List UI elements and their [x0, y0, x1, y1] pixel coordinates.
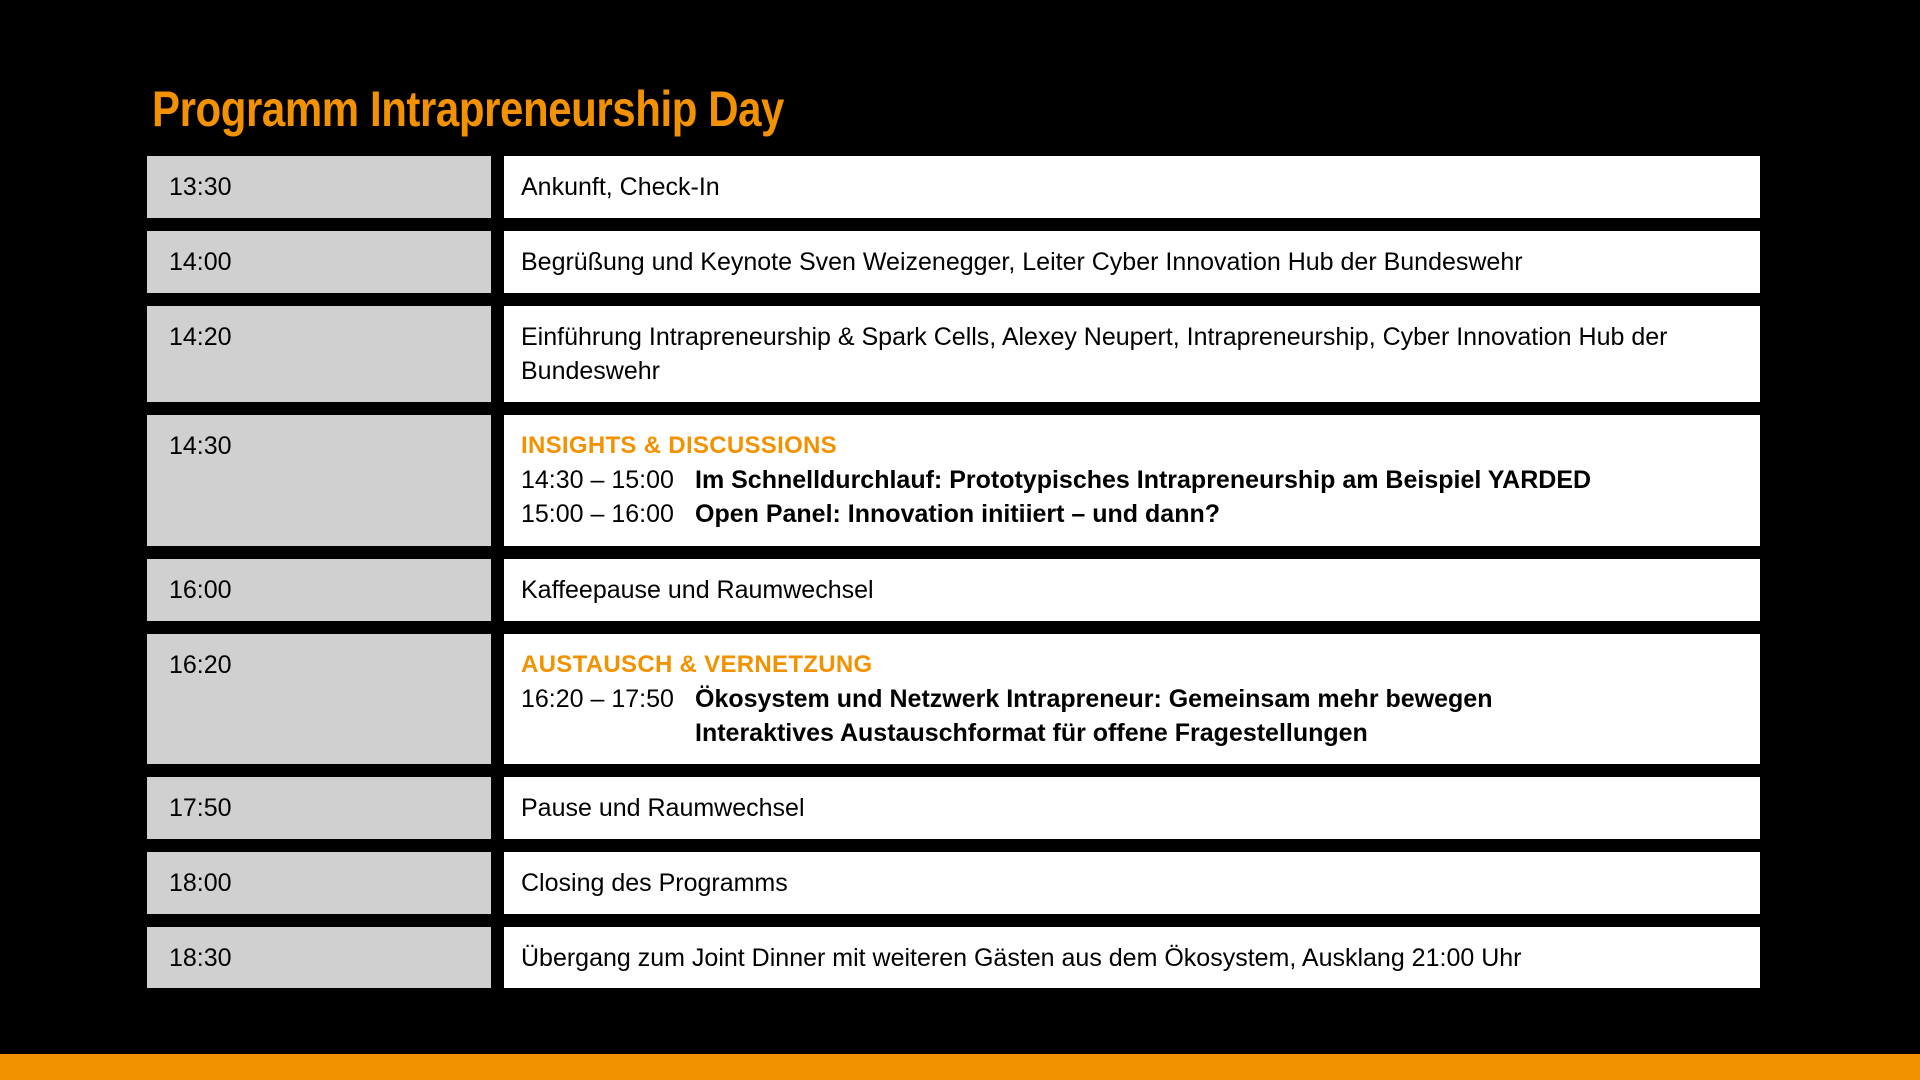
schedule-row: [147, 231, 1760, 293]
session-line: [521, 682, 1720, 716]
time-label: 18:00: [169, 869, 232, 897]
session-line: [521, 463, 1720, 497]
session-time: 15:00 – 16:00: [521, 500, 674, 528]
time-label: 14:20: [169, 323, 232, 351]
time-cell: [147, 559, 491, 621]
time-cell: [147, 777, 491, 839]
schedule-row: [147, 634, 1760, 764]
item-text: Übergang zum Joint Dinner mit weiteren Gästen aus dem Ökosystem, Ausklang 21:00 Uhr: [521, 944, 1522, 972]
page-title: Programm Intrapreneurship Day: [152, 81, 784, 137]
content-cell: [504, 559, 1760, 621]
item-text: Kaffeepause und Raumwechsel: [521, 576, 874, 604]
time-cell: [147, 927, 491, 988]
session-time: 14:30 – 15:00: [521, 466, 674, 494]
content-cell: [504, 231, 1760, 293]
section-heading: AUSTAUSCH & VERNETZUNG: [521, 651, 873, 678]
time-label: 13:30: [169, 173, 232, 201]
time-label: 16:00: [169, 576, 232, 604]
schedule-row: [147, 852, 1760, 914]
time-label: 16:20: [169, 651, 232, 679]
time-label: 17:50: [169, 794, 232, 822]
time-label: 14:00: [169, 248, 232, 276]
item-text: Pause und Raumwechsel: [521, 794, 805, 822]
content-cell: [504, 852, 1760, 914]
schedule-row: [147, 156, 1760, 218]
schedule-row: [147, 777, 1760, 839]
time-cell: [147, 415, 491, 546]
section-heading: INSIGHTS & DISCUSSIONS: [521, 432, 837, 459]
content-cell: [504, 415, 1760, 546]
session-subtitle: Interaktives Austauschformat für offene Fragestellungen: [695, 719, 1368, 747]
session-time: 16:20 – 17:50: [521, 685, 674, 713]
time-cell: [147, 852, 491, 914]
schedule-row: [147, 559, 1760, 621]
content-cell: [504, 156, 1760, 218]
session-time-spacer: [521, 716, 695, 750]
time-cell: [147, 634, 491, 764]
content-cell: [504, 634, 1760, 764]
time-label: 14:30: [169, 432, 232, 460]
time-cell: [147, 231, 491, 293]
time-cell: [147, 156, 491, 218]
time-label: 18:30: [169, 944, 232, 972]
session-line: [521, 497, 1720, 531]
content-cell: [504, 777, 1760, 839]
content-cell: [504, 306, 1760, 402]
time-cell: [147, 306, 491, 402]
item-text: Begrüßung und Keynote Sven Weizenegger, Leiter Cyber Innovation Hub der Bundeswehr: [521, 248, 1523, 276]
session-title: Im Schnelldurchlauf: Prototypisches Intrapreneurship am Beispiel YARDED: [695, 466, 1592, 494]
schedule-row: [147, 927, 1760, 988]
content-cell: [504, 927, 1760, 988]
item-text: Closing des Programms: [521, 869, 788, 897]
schedule-row: [147, 306, 1760, 402]
session-title: Open Panel: Innovation initiiert – und dann?: [695, 500, 1221, 528]
item-text: Einführung Intrapreneurship & Spark Cells, Alexey Neupert, Intrapreneurship, Cyber Innovation Hub der Bundeswehr: [521, 323, 1668, 385]
item-text: Ankunft, Check-In: [521, 173, 720, 201]
session-line: [521, 716, 1720, 750]
session-title: Ökosystem und Netzwerk Intrapreneur: Gemeinsam mehr bewegen: [695, 685, 1493, 713]
schedule-row: [147, 415, 1760, 546]
accent-footer-bar: [0, 1054, 1920, 1080]
